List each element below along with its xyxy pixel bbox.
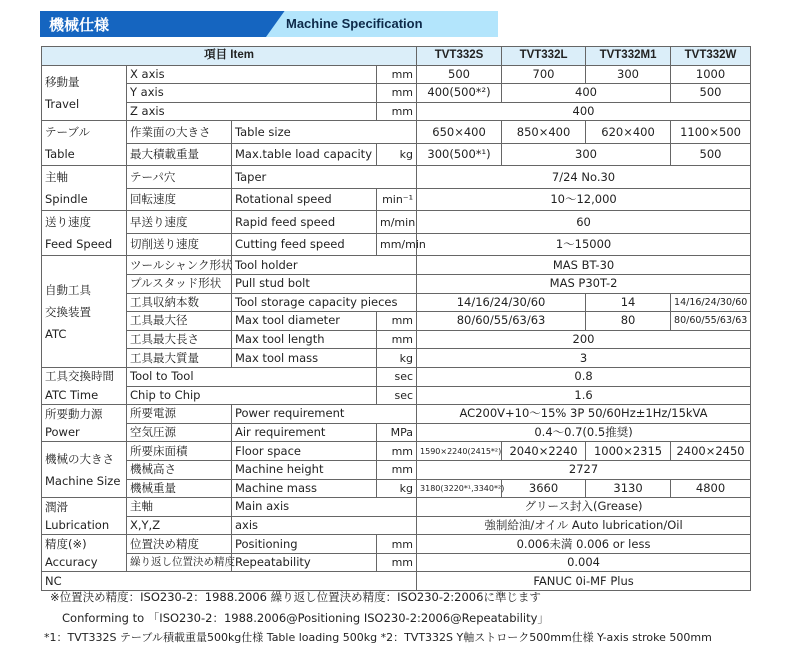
table-row	[42, 188, 751, 211]
cell: 3660	[502, 479, 586, 498]
row-label-jp: X,Y,Z	[127, 516, 232, 535]
cell: 650×400	[417, 121, 502, 144]
row-unit: mm	[377, 312, 417, 331]
group-power-jp: 所要動力源	[42, 405, 127, 424]
row-label-en: Max tool length	[232, 330, 377, 349]
row-unit: m/min	[377, 211, 417, 234]
group-atc-time-jp: 工具交換時間	[42, 367, 127, 386]
table-row	[42, 330, 751, 349]
row-label-jp: 空気圧源	[127, 423, 232, 442]
row-label: Z axis	[127, 102, 377, 121]
cell: 200	[417, 330, 751, 349]
row-unit: kg	[377, 349, 417, 368]
cell: 7/24 No.30	[417, 166, 751, 189]
row-label-jp: 主軸	[127, 498, 232, 517]
row-unit: kg	[377, 479, 417, 498]
header-title-jp: 機械仕様	[49, 16, 110, 34]
row-unit: mm	[377, 65, 417, 84]
row-label-en: Rapid feed speed	[232, 211, 377, 234]
row-label-jp: 早送り速度	[127, 211, 232, 234]
row-unit: mm	[377, 102, 417, 121]
group-travel: 移動量 Travel	[42, 65, 127, 121]
group-atc: 自動工具 交換装置 ATC	[42, 256, 127, 368]
table-row	[42, 121, 751, 144]
row-label: Y axis	[127, 84, 377, 103]
table-row	[42, 211, 751, 234]
cell: FANUC 0i-MF Plus	[417, 572, 751, 591]
table-row	[42, 460, 751, 479]
cell: 80/60/55/63/63	[671, 312, 751, 331]
cell: 3	[417, 349, 751, 368]
table-row	[42, 572, 751, 591]
table-row	[42, 256, 751, 275]
row-unit: mm	[377, 330, 417, 349]
row-unit: mm	[377, 535, 417, 554]
row-unit: kg	[377, 143, 417, 166]
table-row	[42, 143, 751, 166]
group-size: 機械の大きさ Machine Size	[42, 442, 127, 498]
row-label-en: axis	[232, 516, 417, 535]
table-row	[42, 442, 751, 461]
table-row	[42, 166, 751, 189]
row-label-en: Power requirement	[232, 405, 417, 424]
cell: 0.8	[417, 367, 751, 386]
cell: 500	[417, 65, 502, 84]
table-row	[42, 312, 751, 331]
table-row	[42, 102, 751, 121]
row-label-jp: 機械高さ	[127, 460, 232, 479]
cell: 0.006未満 0.006 or less	[417, 535, 751, 554]
cell: 80	[586, 312, 671, 331]
cell: 400	[502, 84, 671, 103]
cell: 700	[502, 65, 586, 84]
row-label-jp: テーパ穴	[127, 166, 232, 189]
cell: MAS P30T-2	[417, 274, 751, 293]
row-label-jp: 最大積載重量	[127, 143, 232, 166]
table-row	[42, 84, 751, 103]
row-label: Chip to Chip	[127, 386, 377, 405]
row-label-en: Floor space	[232, 442, 377, 461]
header-item: 項目 Item	[42, 47, 417, 66]
row-label-jp: 作業面の大きさ	[127, 121, 232, 144]
group-feed: 送り速度 Feed Speed	[42, 211, 127, 256]
row-label-en: Air requirement	[232, 423, 377, 442]
row-label-jp: 位置決め精度	[127, 535, 232, 554]
table-row	[42, 293, 751, 312]
row-label-jp: 工具最大質量	[127, 349, 232, 368]
row-unit: mm	[377, 442, 417, 461]
row-label-jp: 工具最大長さ	[127, 330, 232, 349]
cell: 14	[586, 293, 671, 312]
row-label-en: Cutting feed speed	[232, 233, 377, 256]
cell: 4800	[671, 479, 751, 498]
row-label-jp: 所要床面積	[127, 442, 232, 461]
cell: 1000	[671, 65, 751, 84]
table-row	[42, 423, 751, 442]
header-model: TVT332M1	[586, 47, 671, 66]
row-label-en: Table size	[232, 121, 417, 144]
group-spindle: 主軸 Spindle	[42, 166, 127, 211]
spec-table	[41, 46, 751, 591]
cell: 2400×2450	[671, 442, 751, 461]
cell: 80/60/55/63/63	[417, 312, 586, 331]
cell: 1100×500	[671, 121, 751, 144]
cell: 1.6	[417, 386, 751, 405]
note-1: ※位置決め精度：ISO230-2：1988.2006 繰り返し位置決め精度：ISO230-2:2006に準じます	[50, 590, 541, 604]
table-row	[42, 405, 751, 424]
group-power-en: Power	[42, 423, 127, 442]
row-unit: MPa	[377, 423, 417, 442]
row-label-jp: 機械重量	[127, 479, 232, 498]
cell: グリース封入(Grease)	[417, 498, 751, 517]
header-model: TVT332L	[502, 47, 586, 66]
row-label: X axis	[127, 65, 377, 84]
table-row	[42, 233, 751, 256]
row-unit: sec	[377, 367, 417, 386]
row-label-jp: ツールシャンク形状	[127, 256, 232, 275]
row-label-en: Positioning	[232, 535, 377, 554]
cell: 300	[502, 143, 671, 166]
row-label-jp: 工具収納本数	[127, 293, 232, 312]
note-3: *1：TVT332S テーブル積載重量500kg仕様 Table loading 500kg *2：TVT332S Y軸ストローク500mm仕様 Y-axis stroke 500mm	[44, 631, 712, 644]
row-unit: sec	[377, 386, 417, 405]
header-model: TVT332W	[671, 47, 751, 66]
cell: 400	[417, 102, 751, 121]
cell: 1590×2240(2415*²)	[417, 442, 502, 461]
row-unit: mm/min	[377, 233, 417, 256]
cell: 1000×2315	[586, 442, 671, 461]
cell: 500	[671, 84, 751, 103]
cell: 強制給油/オイル Auto lubrication/Oil	[417, 516, 751, 535]
table-row	[42, 516, 751, 535]
cell: 10〜12,000	[417, 188, 751, 211]
row-label-en: Max tool mass	[232, 349, 377, 368]
cell: 14/16/24/30/60	[671, 293, 751, 312]
row-label-en: Machine mass	[232, 479, 377, 498]
cell: 300(500*¹)	[417, 143, 502, 166]
row-label-en: Repeatability	[232, 553, 377, 572]
cell: 2727	[417, 460, 751, 479]
table-row	[42, 274, 751, 293]
cell: 850×400	[502, 121, 586, 144]
cell: 2040×2240	[502, 442, 586, 461]
group-atc-time-en: ATC Time	[42, 386, 127, 405]
row-label-en: Main axis	[232, 498, 417, 517]
cell: 500	[671, 143, 751, 166]
row-label-en: Machine height	[232, 460, 377, 479]
row-label-en: Tool storage capacity pieces	[232, 293, 417, 312]
group-nc: NC	[42, 572, 417, 591]
table-row	[42, 386, 751, 405]
row-label-en: Pull stud bolt	[232, 274, 417, 293]
table-row	[42, 498, 751, 517]
row-unit: mm	[377, 460, 417, 479]
row-label-en: Taper	[232, 166, 417, 189]
row-unit: mm	[377, 553, 417, 572]
cell: 300	[586, 65, 671, 84]
row-unit: mm	[377, 84, 417, 103]
cell: 3130	[586, 479, 671, 498]
cell: 620×400	[586, 121, 671, 144]
group-lub-en: Lubrication	[42, 516, 127, 535]
header-title-en: Machine Specification	[286, 16, 423, 31]
row-label-jp: 繰り返し位置決め精度	[127, 553, 232, 572]
section-header	[40, 11, 498, 37]
note-2: Conforming to 「ISO230-2：1988.2006@Positioning ISO230-2:2006@Repeatability」	[62, 611, 549, 625]
row-label: Tool to Tool	[127, 367, 377, 386]
group-table: テーブル Table	[42, 121, 127, 166]
cell: 400(500*²)	[417, 84, 502, 103]
table-row	[42, 535, 751, 554]
table-row	[42, 65, 751, 84]
group-lub-jp: 潤滑	[42, 498, 127, 517]
cell: 0.004	[417, 553, 751, 572]
cell: 14/16/24/30/60	[417, 293, 586, 312]
row-label-en: Rotational speed	[232, 188, 377, 211]
group-acc-en: Accuracy	[42, 553, 127, 572]
table-header-row	[42, 47, 751, 66]
row-label-jp: 回転速度	[127, 188, 232, 211]
header-model: TVT332S	[417, 47, 502, 66]
cell: AC200V+10〜15% 3P 50/60Hz±1Hz/15kVA	[417, 405, 751, 424]
cell: 3180(3220*¹,3340*²)	[417, 479, 502, 498]
cell: 1〜15000	[417, 233, 751, 256]
row-label-en: Tool holder	[232, 256, 417, 275]
row-label-en: Max tool diameter	[232, 312, 377, 331]
row-unit: min⁻¹	[377, 188, 417, 211]
row-label-en: Max.table load capacity	[232, 143, 377, 166]
group-acc-jp: 精度(※)	[42, 535, 127, 554]
row-label-jp: 所要電源	[127, 405, 232, 424]
cell: 0.4〜0.7(0.5推奨)	[417, 423, 751, 442]
table-row	[42, 367, 751, 386]
row-label-jp: 工具最大径	[127, 312, 232, 331]
table-row	[42, 349, 751, 368]
row-label-jp: プルスタッド形状	[127, 274, 232, 293]
cell: MAS BT-30	[417, 256, 751, 275]
row-label-jp: 切削送り速度	[127, 233, 232, 256]
cell: 60	[417, 211, 751, 234]
table-row	[42, 479, 751, 498]
table-row	[42, 553, 751, 572]
